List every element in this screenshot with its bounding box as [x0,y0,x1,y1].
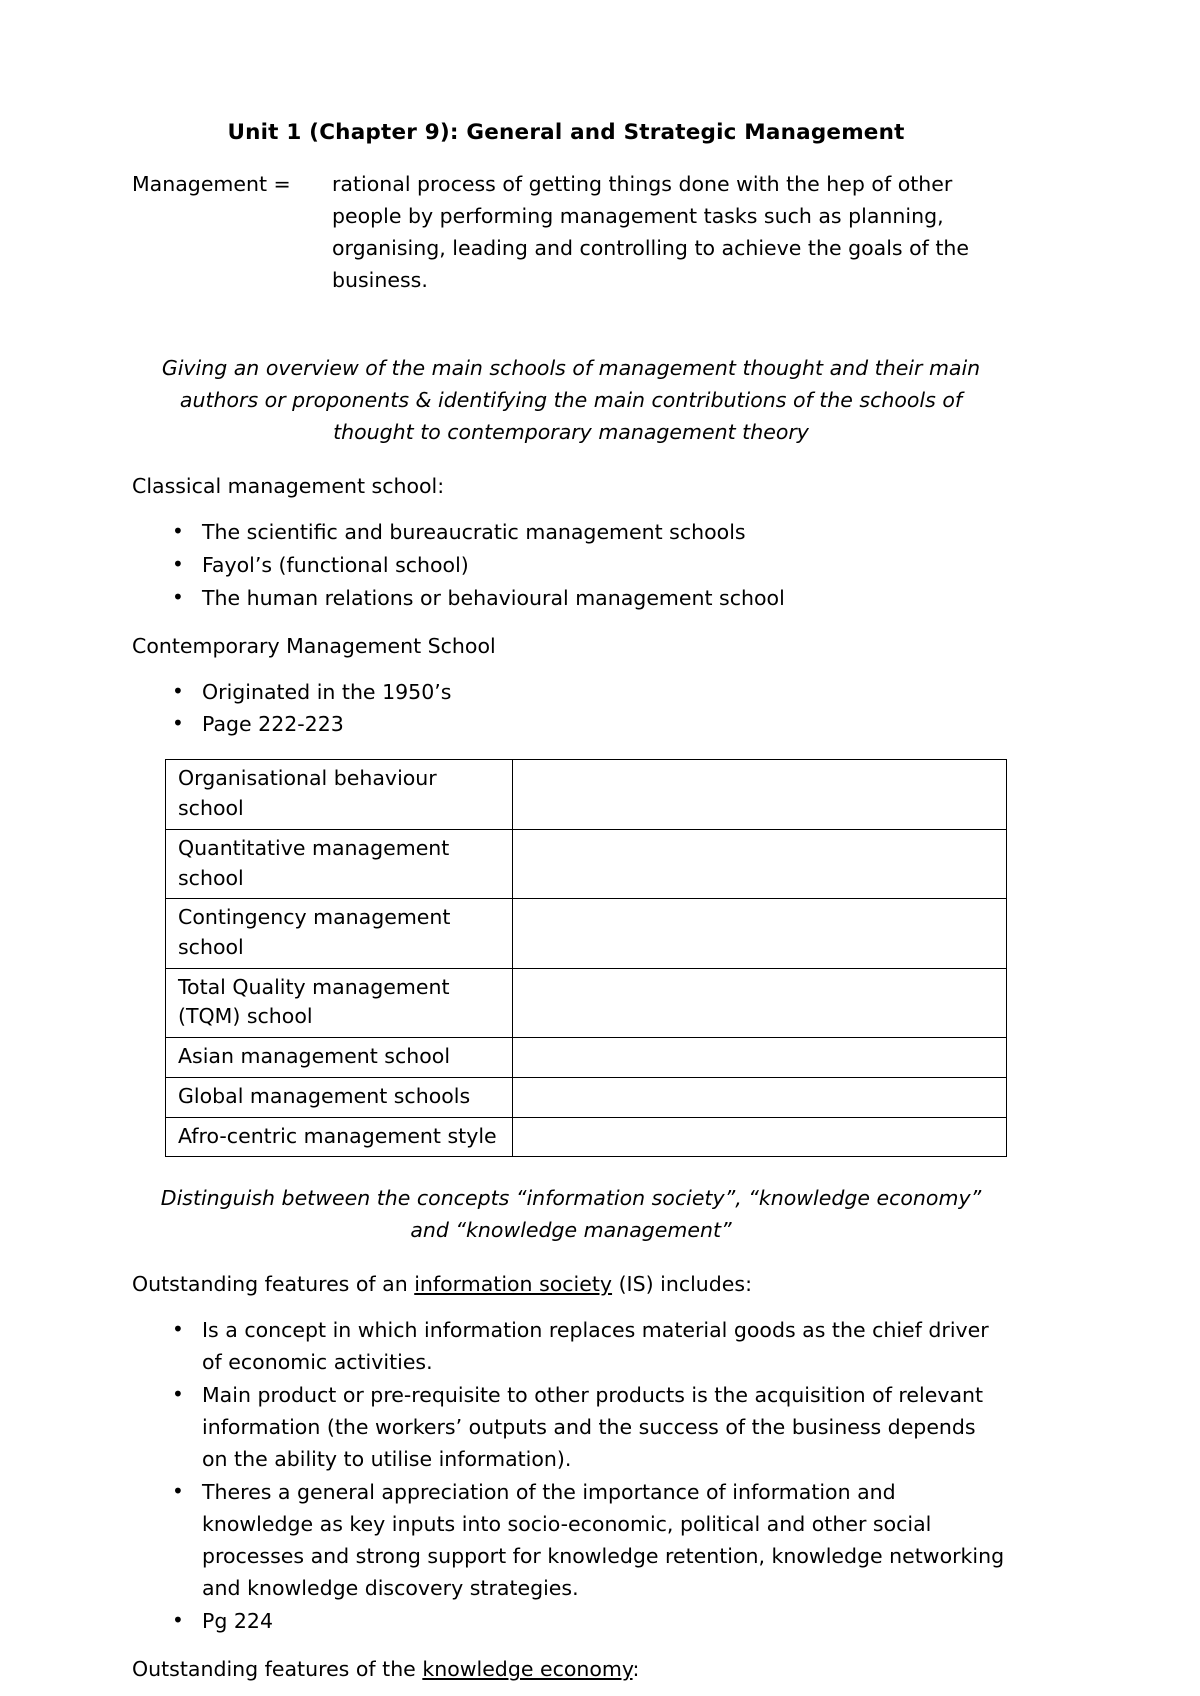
contemporary-school-label: Contemporary Management School [132,633,496,658]
table-cell-label: Quantitative management school [166,829,513,898]
table-cell-value[interactable] [513,1077,1007,1117]
table-row [166,1038,1007,1078]
table-row [166,829,1007,898]
table-cell-label: Afro-centric management style [166,1117,513,1157]
table-row [166,968,1007,1037]
table-cell-value[interactable] [513,1038,1007,1078]
information-society-list [132,1315,1010,1638]
list-item: • Pg 224 [170,1606,1007,1638]
spacer [132,1157,1010,1183]
table-cell-label: Contingency management school [166,899,513,968]
list-item: • The scientific and bureaucratic management schools [170,517,1010,549]
table-row [166,1117,1007,1157]
knowledge-economy-intro [132,1654,1010,1686]
list-item: • Theres a general appreciation of the importance of information and knowledge as key inputs into socio-economic, political and other social processes and strong support for knowledge retention, knowledge networking and knowledge discovery strategies. [170,1477,1007,1605]
classical-school-list [132,517,1010,615]
table-cell-label: Organisational behaviour school [166,760,513,829]
table-cell-value[interactable] [513,899,1007,968]
information-society-intro [132,1269,1010,1301]
intro-suffix: (IS) includes: [612,1272,752,1297]
table-cell-value[interactable] [513,760,1007,829]
classical-school-label: Classical management school: [132,473,445,498]
intro-prefix: Outstanding features of the [132,1656,423,1681]
table-cell-value[interactable] [513,829,1007,898]
list-item: • Page 222-223 [170,709,1010,741]
table-cell-value[interactable] [513,1117,1007,1157]
management-definition [132,169,1010,297]
table-cell-label: Asian management school [166,1038,513,1078]
intro-prefix: Outstanding features of an [132,1272,415,1297]
information-society-term: information society [414,1272,613,1297]
table-row [166,1077,1007,1117]
list-item: • Originated in the 1950’s [170,677,1010,709]
page-title: Unit 1 (Chapter 9): General and Strategic Management [227,120,905,145]
list-item: • Fayol’s (functional school) [170,550,1010,582]
contemporary-school-list [132,677,1010,742]
definition-body: rational process of getting things done with the hep of other people by performing management tasks such as planning, organising, leading and controlling to achieve the goals of the business. [332,171,970,292]
table-row [166,760,1007,829]
management-schools-table [165,759,1007,1157]
knowledge-economy-term: knowledge economy [422,1656,633,1681]
table-row [166,899,1007,968]
spacer [132,307,1010,353]
table-cell-label: Total Quality management (TQM) school [166,968,513,1037]
list-item: • Main product or pre-requisite to other products is the acquisition of relevant information (the workers’ outputs and the success of the business depends on the ability to utilise information). [170,1380,1007,1476]
table-cell-label: Global management schools [166,1077,513,1117]
list-item: • The human relations or behavioural management school [170,583,1010,615]
definition-term: Management = [132,171,291,196]
section-2-heading: Distinguish between the concepts “information society”, “knowledge economy” and “knowledge management” [160,1186,982,1243]
list-item: • Is a concept in which information replaces material goods as the chief driver of economic activities. [170,1315,1007,1379]
section-1-heading: Giving an overview of the main schools of management thought and their main authors or proponents & identifying the main contributions of the schools of thought to contemporary management theory [161,355,981,444]
table-cell-value[interactable] [513,968,1007,1037]
intro-suffix: : [632,1656,640,1681]
